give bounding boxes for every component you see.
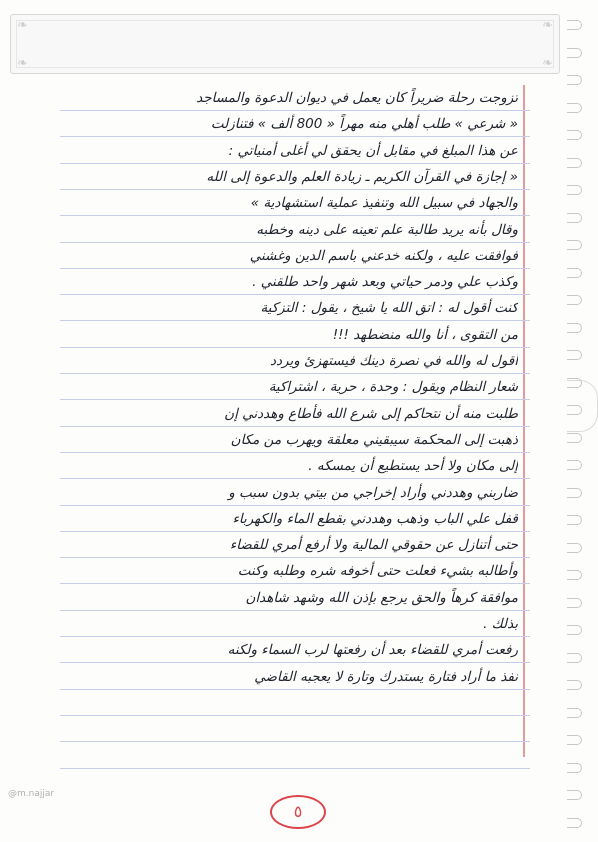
ring-icon [567, 790, 582, 800]
text-line: وأطالبه بشيء فعلت حتى أخوفه شره وطلبه وكنت [237, 563, 518, 580]
ring-icon [567, 405, 582, 415]
ruled-line [60, 478, 530, 479]
text-line: « شرعي » طلب أهلي منه مهراً « 800 ألف » فتنازلت [210, 116, 518, 133]
text-line: قفل علي الباب وذهب وهددني بقطع الماء والكهرباء [232, 510, 518, 527]
ruled-line [60, 583, 530, 584]
ring-icon [567, 543, 582, 553]
ruled-line [60, 689, 530, 690]
ruled-line [60, 426, 530, 427]
ring-icon [567, 158, 582, 168]
ruled-line [60, 636, 530, 637]
ruled-line [60, 768, 530, 769]
ring-icon [567, 103, 582, 113]
ruled-line [60, 347, 530, 348]
ring-icon [567, 48, 582, 58]
ruled-line [60, 452, 530, 453]
ring-icon [567, 598, 582, 608]
text-line: نفذ ما أراد فتارة يستدرك وتارة لا يعجبه القاضي [254, 668, 518, 685]
corner-ornament-icon: ❧ [542, 56, 553, 71]
ring-icon [567, 570, 582, 580]
page-number: ٥ [270, 795, 326, 829]
text-line: وقال بأنه يريد طالبة علم تعينه على دينه وخطبه [256, 221, 518, 238]
ring-icon [567, 433, 582, 443]
ring-icon [567, 20, 582, 30]
ruled-line [60, 610, 530, 611]
text-line: ضاربني وهددني وأراد إخراجي من بيتي بدون سبب و [228, 484, 518, 501]
ring-icon [567, 763, 582, 773]
text-line: طلبت منه أن نتحاكم إلى شرع الله فأطاع وهددني إن [224, 405, 518, 422]
ring-icon [567, 185, 582, 195]
text-line: عن هذا المبلغ في مقابل أن يحقق لي أغلى أمنياتي : [228, 142, 518, 159]
ring-icon [567, 653, 582, 663]
ruled-line [60, 741, 530, 742]
ruled-line [60, 268, 530, 269]
watermark: @m.najjar [8, 789, 55, 799]
text-line: شعار النظام ويقول : وحدة ، حرية ، اشتراكية [268, 379, 518, 396]
text-line: ذهبت إلى المحكمة سيبقيني معلقة ويهرب من مكان [230, 431, 518, 448]
ring-icon [567, 735, 582, 745]
ruled-line [60, 163, 530, 164]
ring-icon [567, 708, 582, 718]
ruled-line [60, 715, 530, 716]
ring-icon [567, 213, 582, 223]
ruled-line [60, 136, 530, 137]
corner-ornament-icon: ❧ [17, 56, 28, 71]
ruled-line [60, 505, 530, 506]
ring-icon [567, 130, 582, 140]
ring-icon [567, 323, 582, 333]
text-line: فوافقت عليه ، ولكنه خدعني باسم الدين وغشني [249, 247, 518, 264]
ruled-line [60, 189, 530, 190]
text-line: كنت أقول له : اتق الله يا شيخ ، يقول : التزكية [260, 300, 518, 317]
ruled-line [60, 373, 530, 374]
ring-icon [567, 295, 582, 305]
ruled-line [60, 320, 530, 321]
text-line: أقول له والله في نصرة دينك فيستهزئ ويردد [269, 353, 518, 369]
ruled-line [60, 294, 530, 295]
text-line: بذلك . [483, 616, 518, 632]
text-line: موافقة كرهاً والحق يرجع بإذن الله وشهد شاهدان [245, 589, 518, 606]
text-line: والجهاد في سبيل الله وتنفيذ عملية استشهادية » [250, 195, 518, 212]
ring-icon [567, 378, 582, 388]
spiral-binding [567, 0, 598, 842]
ring-icon [567, 625, 582, 635]
ruled-line [60, 110, 530, 111]
corner-ornament-icon: ❧ [542, 18, 553, 33]
text-line: تزوجت رحلة ضريراً كان يعمل في ديوان الدعوة والمساجد [196, 90, 518, 106]
ruled-line [60, 531, 530, 532]
ruled-line [60, 557, 530, 558]
text-line: رفعت أمري للقضاء بعد أن رفعتها لرب السماء ولكنه [227, 642, 518, 659]
text-line: إلى مكان ولا أحد يستطيع أن يمسكه . [308, 458, 518, 475]
ring-icon [567, 515, 582, 525]
corner-ornament-icon: ❧ [17, 18, 28, 33]
ruled-line [60, 399, 530, 400]
ring-icon [567, 818, 582, 828]
ring-icon [567, 75, 582, 85]
ring-icon [567, 488, 582, 498]
text-line: « إجازة في القرآن الكريم ـ زيادة العلم والدعوة إلى الله [206, 168, 518, 185]
ring-icon [567, 680, 582, 690]
ring-icon [567, 268, 582, 278]
text-line: حتى أتنازل عن حقوقي المالية ولا أرفع أمري للقضاء [229, 537, 518, 554]
ruled-line [60, 242, 530, 243]
ring-icon [567, 240, 582, 250]
ruled-line [60, 215, 530, 216]
ruled-line [60, 662, 530, 663]
ring-icon [567, 460, 582, 470]
ring-icon [567, 350, 582, 360]
text-line: من التقوى ، أنا والله منضطهد !!! [332, 326, 518, 343]
text-line: وكذب علي ودمر حياتي وبعد شهر واحد طلقني . [252, 274, 518, 291]
